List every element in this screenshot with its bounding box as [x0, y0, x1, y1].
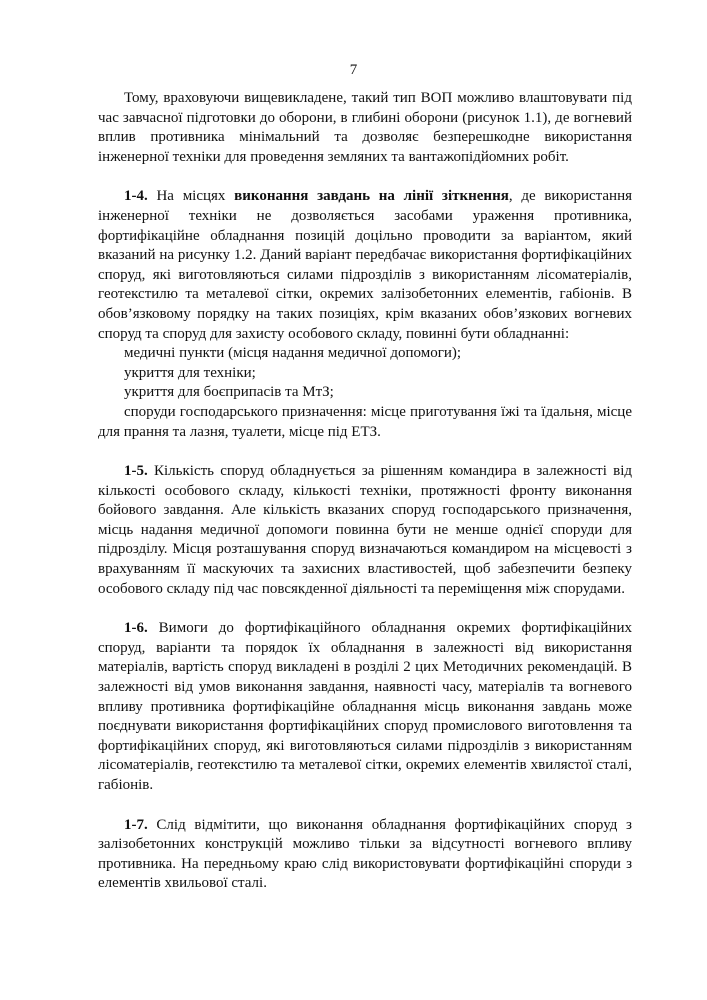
- paragraph-1-4: [98, 187, 632, 344]
- paragraph-number: 1-6.: [124, 620, 148, 637]
- paragraph-text: На місцях: [147, 188, 235, 205]
- intro-paragraph: Тому, враховуючи вищевикладене, такий тип ВОП можливо влаштовувати під час завчасної підготовки до оборони, в глибині оборони (рисунок 1.1), де вогневий вплив противника мінімальний та дозволяє безперешкодне використання інженерної техніки для проведення земляних та вантажопідйомних робіт.: [98, 90, 632, 165]
- list-item: медичні пункти (місця надання медичної допомоги);: [124, 345, 462, 362]
- paragraph-1-5: [98, 462, 632, 599]
- list-item: укриття для боєприпасів та МтЗ;: [124, 384, 334, 401]
- paragraph-text: Кількість споруд обладнується за рішенням командира в залежності від кількості особового складу, кількості техніки, протяжності фронту виконання бойового завдання. Але кількість вказаних споруд господарського призначення, місць надання медичної допомоги повинна бути не менше однієї споруди для підрозділу. Місця розташування споруд визначаються командиром на місцевості з врахуванням її маскуючих та захисних властивостей, щоб забезпечити безпеку особового складу під час повсякденної діяльності та переміщення між спорудами.: [98, 463, 632, 597]
- facility-list: [98, 344, 632, 442]
- paragraph-text: Вимоги до фортифікаційного обладнання окремих фортифікаційних споруд, варіанти та порядок їх обладнання в залежності від використання матеріалів, вартість споруд викладені в розділі 2 цих Методичних рекомендацій. В залежності від умов виконання завдання, наявності часу, матеріалів та вогневого впливу противника фортифікаційне обладнання місць виконання завдань може поєднувати використання фортифікаційних споруд промислового виготовлення та фортифікаційних споруд, які виготовляються силами підрозділів з використанням лісоматеріалів, геотекстилю та металевої сітки, окремих елементів хвилястої сталі, габіонів.: [98, 620, 632, 793]
- paragraph-text: , де використання інженерної техніки не дозволяється засобами ураження противника, фортифікаційне обладнання позицій доцільно проводити за варіантом, який вказаний на рисунку 1.2. Даний варіант передбачає використання фортифікаційних споруд, які виготовляються силами підрозділів з використанням лісоматеріалів, геотекстилю та металевої сітки, окремих залізобетонних елементів, габіонів. В обов’язковому порядку на таких позиціях, крім вказаних обов’язкових вогневих споруд та споруд для захисту особового складу, повинні бути обладнанні:: [98, 188, 633, 342]
- paragraph-number: 1-7.: [124, 816, 148, 833]
- list-item: укриття для техніки;: [124, 364, 256, 381]
- emphasized-text: виконання завдань на лінії зіткнення: [234, 188, 509, 205]
- paragraph-text: Слід відмітити, що виконання обладнання фортифікаційних споруд з залізобетонних конструкцій можливо тільки за відсутності вогневого впливу противника. На передньому краю слід використовувати фортифікаційні споруди з елементів хвильової сталі.: [98, 816, 632, 892]
- list-item: споруди господарського призначення: місце приготування їжі та їдальня, місце для прання та лазня, туалети, місце під ЕТЗ.: [98, 403, 632, 440]
- paragraph-1-7: [98, 816, 632, 894]
- paragraph-number: 1-5.: [124, 463, 148, 480]
- page-content: [98, 89, 632, 894]
- paragraph-number: 1-4.: [124, 188, 148, 205]
- page-number: 7: [349, 62, 358, 78]
- paragraph-1-6: [98, 619, 632, 795]
